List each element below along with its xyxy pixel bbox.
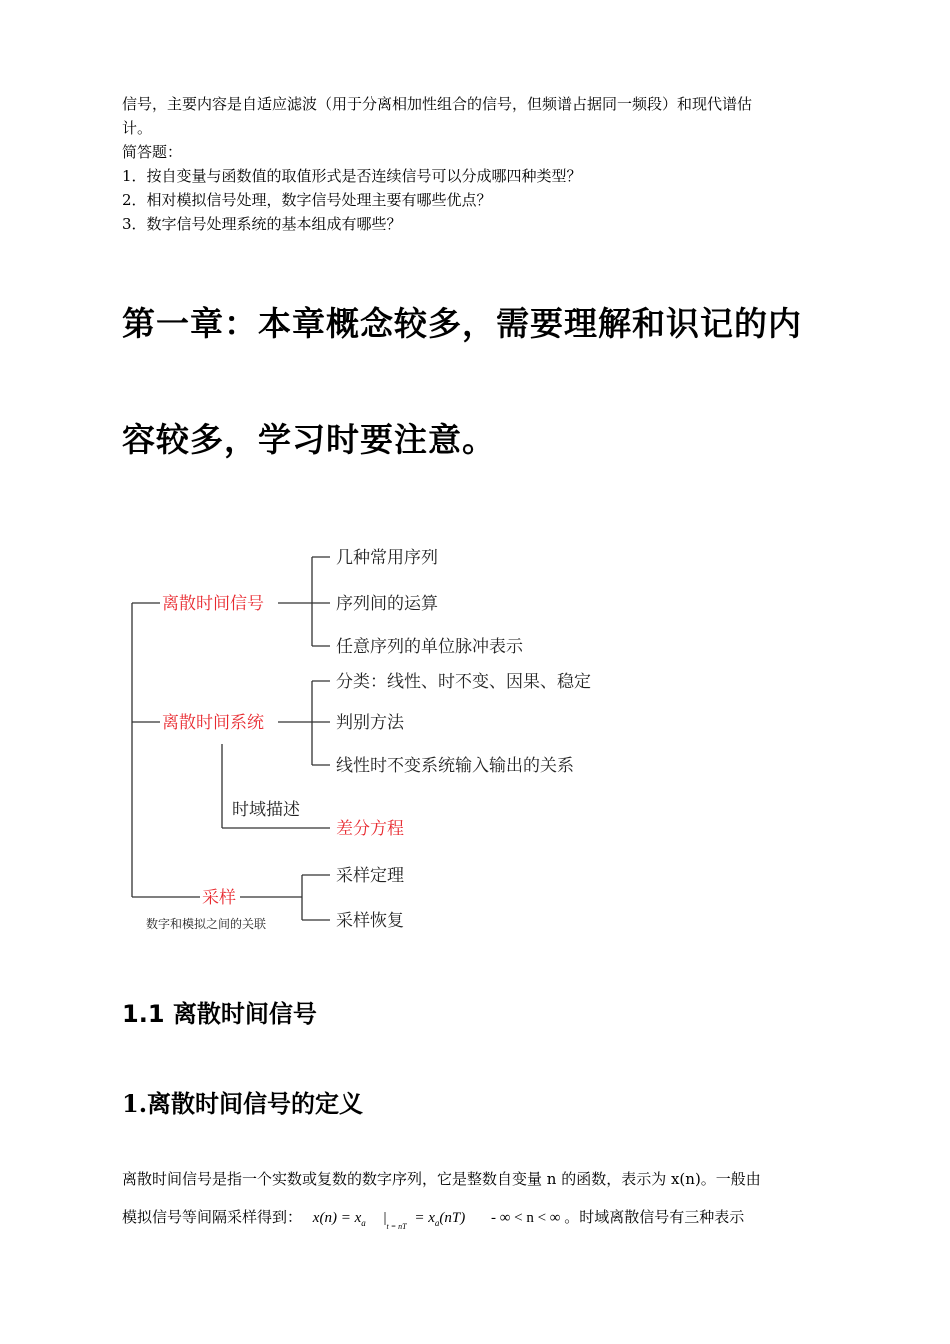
chapter-title-line-1: 第一章：本章概念较多，需要理解和识记的内 [122, 304, 802, 343]
sampling-formula: $x(n) = x_a$ $|_{t = nT} = x_a(nT)$ - ∞ < n < ∞ [312, 1210, 561, 1231]
question-3: 3．数字信号处理系统的基本组成有哪些？ [122, 215, 402, 233]
branch2-item-3: 线性时不变系统输入输出的关系 [336, 756, 574, 776]
branch-discrete-system: 离散时间系统 [162, 713, 264, 733]
definition-paragraph [122, 1160, 838, 1246]
sampling-note: 数字和模拟之间的关联 [146, 917, 267, 931]
branch-discrete-signal: 离散时间信号 [162, 594, 264, 614]
branch-sampling: 采样 [202, 888, 236, 908]
branch3-item-1: 采样定理 [336, 866, 404, 886]
chapter-title-line-2: 容较多，学习时要注意。 [122, 420, 496, 459]
formula-rhs-arg: (nT) [439, 1210, 466, 1226]
formula-rhs-sub-a: a [434, 1218, 440, 1228]
difference-equation: 差分方程 [336, 819, 404, 839]
formula-condition: t = nT [386, 1222, 407, 1231]
formula-range: - ∞ < n < ∞ [490, 1210, 561, 1226]
branch1-item-1: 几种常用序列 [336, 548, 438, 568]
questions-heading: 简答题： [122, 143, 183, 161]
formula-lhs: x(n) = x [312, 1210, 362, 1226]
paragraph-line-2-end: 。时域离散信号有三种表示 [564, 1208, 745, 1226]
section-heading: 1.1 离散时间信号 [122, 1000, 317, 1028]
formula-sub-a: a [361, 1218, 366, 1228]
paragraph-line-2-start: 模拟信号等间隔采样得到： [122, 1208, 303, 1226]
branch2-item-2: 判别方法 [336, 713, 404, 733]
question-2: 2．相对模拟信号处理，数字信号处理主要有哪些优点？ [122, 191, 492, 209]
subsection-heading: 1.离散时间信号的定义 [122, 1089, 364, 1118]
time-domain-label: 时域描述 [232, 800, 300, 820]
intro-line-2: 计。 [122, 119, 153, 137]
branch2-item-1: 分类：线性、时不变、因果、稳定 [336, 672, 591, 692]
branch3-item-2: 采样恢复 [336, 911, 404, 931]
branch1-item-2: 序列间的运算 [336, 594, 438, 614]
formula-rhs: = x [414, 1210, 435, 1226]
branch1-item-3: 任意序列的单位脉冲表示 [336, 637, 523, 657]
paragraph-line-2 [122, 1198, 838, 1246]
intro-line-1: 信号，主要内容是自适应滤波（用于分离相加性组合的信号，但频谱占据同一频段）和现代谱估 [122, 95, 753, 113]
question-1: 1．按自变量与函数值的取值形式是否连续信号可以分成哪四种类型？ [122, 167, 582, 185]
paragraph-line-1: 离散时间信号是指一个实数或复数的数字序列，它是整数自变量 n 的函数，表示为 x(n)。一般由 [122, 1170, 761, 1188]
